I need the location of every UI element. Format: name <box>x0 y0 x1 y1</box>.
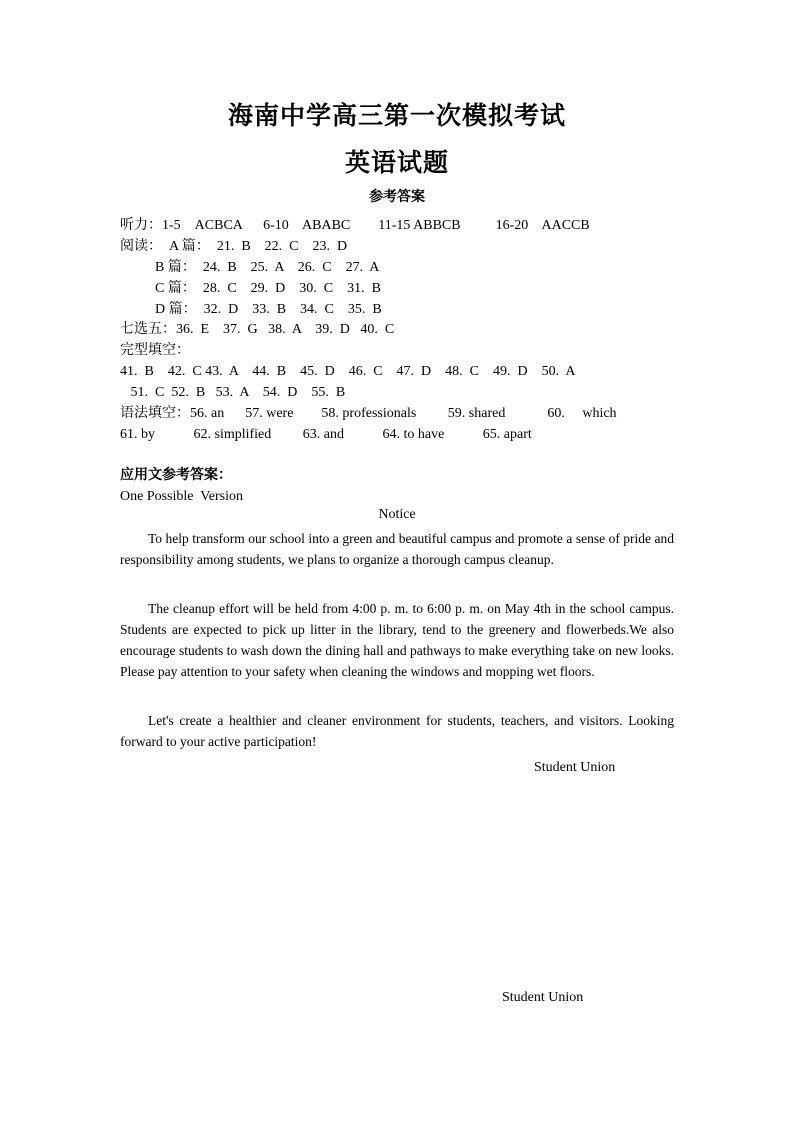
reading-d-answers: D 篇： 32. D 33. B 34. C 35. B <box>120 302 382 317</box>
exam-subtitle: 英语试题 <box>344 150 449 177</box>
reading-b-answers: B 篇： 24. B 25. A 26. C 27. A <box>120 260 380 275</box>
cloze-answers-line1: 41. B 42. C 43. A 44. B 45. D 46. C 47. D 48. C 49. D 50. A <box>120 364 576 379</box>
writing-heading: 应用文参考答案： <box>120 468 232 483</box>
writing-version: One Possible Version <box>120 489 244 504</box>
answer-key-heading: 参考答案 <box>369 190 425 205</box>
signature-student-union-bottom: Student Union <box>502 990 584 1005</box>
grammar-answers-line2: 61. by 62. simplified 63. and 64. to have 65. apart <box>120 427 532 442</box>
signature-student-union: Student Union <box>534 760 616 775</box>
essay-paragraph-3: Let's create a healthier and cleaner environment for students, teachers, and visitors. Looking forward to your active participation! <box>120 713 674 749</box>
reading-a-answers: 阅读： A 篇： 21. B 22. C 23. D <box>120 239 348 254</box>
cloze-heading: 完型填空： <box>120 343 190 358</box>
cloze-answers-line2: 51. C 52. B 53. A 54. D 55. B <box>120 385 346 400</box>
reading-c-answers: C 篇： 28. C 29. D 30. C 31. B <box>120 281 381 296</box>
essay-paragraph-1: To help transform our school into a green and beautiful campus and promote a sense of pride and responsibility among students, we plans to organize a thorough campus cleanup. <box>120 531 674 567</box>
listening-answers: 听力：1-5 ACBCA 6-10 ABABC 11-15 ABBCB 16-20 AACCB <box>120 218 590 233</box>
essay-paragraph-2: The cleanup effort will be held from 4:00 p. m. to 6:00 p. m. on May 4th in the school campus. Students are expected to pick up litter in the library, tend to the greenery and flowerbeds.We also encourage students to wash down the dining hall and pathways to make everything take on new looks. Please pay attention to your safety when cleaning the windows and mopping wet floors. <box>120 601 674 679</box>
seven-choose-five-answers: 七选五：36. E 37. G 38. A 39. D 40. C <box>120 322 395 337</box>
exam-title: 海南中学高三第一次模拟考试 <box>227 103 566 130</box>
notice-title: Notice <box>378 507 416 522</box>
grammar-answers-line1: 语法填空：56. an 57. were 58. professionals 59. shared 60. which <box>120 406 617 421</box>
